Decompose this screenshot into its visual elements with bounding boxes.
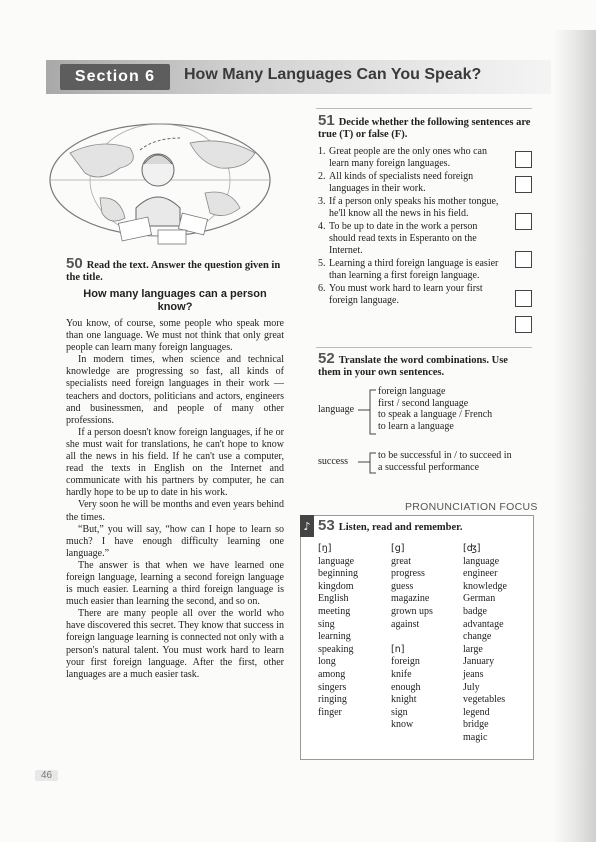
- section-label: Section 6: [74, 68, 156, 85]
- item-text: You must work hard to learn your first foreign language.: [329, 283, 483, 306]
- word: meeting: [318, 605, 351, 617]
- article-paragraph: Very soon he will be months and even years behind the times.: [66, 499, 284, 523]
- divider: [316, 108, 532, 109]
- word: large: [463, 643, 483, 655]
- phonetic-symbol: [n]: [391, 643, 405, 655]
- task-text: Listen, read and remember.: [338, 522, 463, 533]
- bracket-icon: [356, 386, 378, 438]
- word: great: [391, 555, 411, 567]
- word: engineer: [463, 568, 498, 580]
- item-text: All kinds of specialists need foreign languages in their work.: [329, 171, 474, 194]
- word: bridge: [463, 719, 489, 731]
- task-text: Decide whether the following sentences are true (T) or false (F).: [318, 117, 531, 140]
- task-number: 50: [66, 255, 83, 272]
- word: knight: [391, 694, 417, 706]
- word: language: [318, 555, 355, 567]
- task-number: 53: [318, 517, 335, 534]
- word: legend: [463, 706, 490, 718]
- word: among: [318, 668, 346, 680]
- word: foreign: [391, 656, 420, 668]
- word: singers: [318, 681, 347, 693]
- item-text: To be up to date in the work a person should read texts in Esperanto on the Internet.: [329, 221, 478, 256]
- sound-column-g: [391, 543, 433, 732]
- phonetic-symbol: [g]: [391, 543, 405, 554]
- sound-column-dz: [463, 543, 507, 745]
- list-item: [318, 283, 532, 307]
- task-number: 52: [318, 350, 335, 367]
- section-tab: [60, 64, 170, 90]
- article-paragraph: If a person doesn't know foreign languages, if he or she must wait for translations, he can't hope to know all the news in his field. If he can't use a computer, read the texts in English on the Internet and communicate with his partners by computer, he can hardly hope to be up to date in his work.: [66, 426, 284, 499]
- list-item: [318, 146, 532, 170]
- task-52-instruction: [318, 350, 532, 379]
- answer-checkbox[interactable]: [515, 213, 532, 230]
- listen-icon: ♪: [300, 515, 314, 537]
- word-combinations-language: [378, 386, 492, 432]
- list-item: [318, 258, 532, 282]
- word: finger: [318, 706, 342, 718]
- word: language: [463, 555, 500, 567]
- word: magazine: [391, 593, 430, 605]
- word: jeans: [463, 668, 484, 680]
- word: against: [391, 618, 420, 630]
- item-number: 1.: [318, 146, 326, 157]
- answer-checkbox[interactable]: [515, 151, 532, 168]
- word-combination: to be successful in / to succeed in: [378, 450, 512, 461]
- article-paragraph: There are many people all over the world who have discovered this secret. They know that success in foreign language learning is connected not only with a person's natural talent. You must work hard to learn your first foreign language. After the first, other languages are a much easier task.: [66, 608, 284, 680]
- item-text: Great people are the only ones who can learn many foreign languages.: [329, 146, 487, 169]
- word-label-success: success: [318, 456, 348, 467]
- article-paragraph: You know, of course, some people who speak more than one language. We must not think that only great people can learn many foreign languages.: [66, 318, 284, 354]
- sound-column-ng: [318, 543, 358, 719]
- word: long: [318, 656, 336, 668]
- word: advantage: [463, 618, 504, 630]
- bracket-icon: [356, 450, 378, 476]
- task-53-instruction: [318, 517, 528, 534]
- true-false-list: [318, 146, 532, 308]
- word-combinations-success: [378, 450, 512, 473]
- item-number: 2.: [318, 171, 326, 182]
- article-title: How many languages can a person know?: [83, 288, 267, 313]
- word-combination: foreign language: [378, 386, 446, 397]
- pronunciation-focus-label: PRONUNCIATION FOCUS: [405, 501, 538, 513]
- answer-checkbox[interactable]: [515, 290, 532, 307]
- page-edge-shadow: [554, 30, 596, 842]
- article-paragraph: “But,” you will say, “how can I hope to learn so much? I have enough difficulty learning one language.”: [66, 523, 284, 559]
- task-text: Translate the word combinations. Use them in your own sentences.: [318, 355, 508, 378]
- word: sign: [391, 706, 408, 718]
- item-number: 5.: [318, 258, 326, 269]
- word: vegetables: [463, 694, 506, 706]
- item-text: If a person only speaks his mother tongue, he'll know all the news in his field.: [329, 196, 499, 219]
- word: guess: [391, 580, 414, 592]
- word: progress: [391, 568, 425, 580]
- item-number: 6.: [318, 283, 326, 294]
- list-item: [318, 196, 532, 220]
- word-combination: first / second language: [378, 397, 469, 409]
- word: German: [463, 593, 496, 605]
- word: grown ups: [391, 605, 433, 617]
- list-item: [318, 171, 532, 195]
- phonetic-symbol: [ʤ]: [463, 543, 481, 554]
- word-combination: to speak a language / French: [378, 409, 493, 420]
- globe-illustration: [40, 108, 280, 256]
- word: know: [391, 719, 414, 731]
- item-number: 4.: [318, 221, 326, 232]
- word: badge: [463, 605, 487, 617]
- word: kingdom: [318, 580, 354, 592]
- list-item: [318, 221, 532, 257]
- divider: [316, 347, 532, 348]
- phonetic-symbol: [ŋ]: [318, 543, 332, 554]
- answer-checkbox[interactable]: [515, 176, 532, 193]
- word-label-language: language: [318, 404, 355, 415]
- word: magic: [463, 731, 488, 743]
- task-text: Read the text. Answer the question given in the title.: [66, 260, 281, 283]
- answer-checkbox[interactable]: [515, 316, 532, 333]
- task-50-instruction: [66, 255, 286, 284]
- article-paragraph: The answer is that when we have learned one foreign language, learning a second foreign language is much easier. Learning a third foreign language is much easier than learning the second, and so on.: [66, 559, 284, 608]
- word: beginning: [318, 568, 358, 580]
- word: speaking: [318, 643, 354, 655]
- article-body: [66, 318, 284, 681]
- word: January: [463, 656, 495, 668]
- answer-checkbox[interactable]: [515, 251, 532, 268]
- page-number: 46: [35, 770, 58, 781]
- word: enough: [391, 681, 421, 693]
- word: July: [463, 681, 480, 693]
- article-paragraph: In modern times, when science and technical knowledge are progressing so fast, all kinds of specialists need foreign languages in their work — teachers and doctors, politicians and actors, engineers and businessmen, and people of many other professions.: [66, 354, 284, 426]
- item-number: 3.: [318, 196, 326, 207]
- word-combination: a successful performance: [378, 461, 480, 473]
- word: change: [463, 631, 492, 643]
- word: knowledge: [463, 580, 507, 592]
- word: ringing: [318, 694, 347, 706]
- word: learning: [318, 631, 351, 643]
- page-title: How Many Languages Can You Speak?: [184, 66, 482, 83]
- item-text: Learning a third foreign language is easier than learning a first foreign language.: [329, 258, 499, 281]
- task-51-instruction: [318, 112, 532, 141]
- word: sing: [318, 618, 335, 630]
- word: knife: [391, 668, 412, 680]
- word-combination: to learn a language: [378, 420, 454, 432]
- task-number: 51: [318, 112, 335, 129]
- word: English: [318, 593, 349, 605]
